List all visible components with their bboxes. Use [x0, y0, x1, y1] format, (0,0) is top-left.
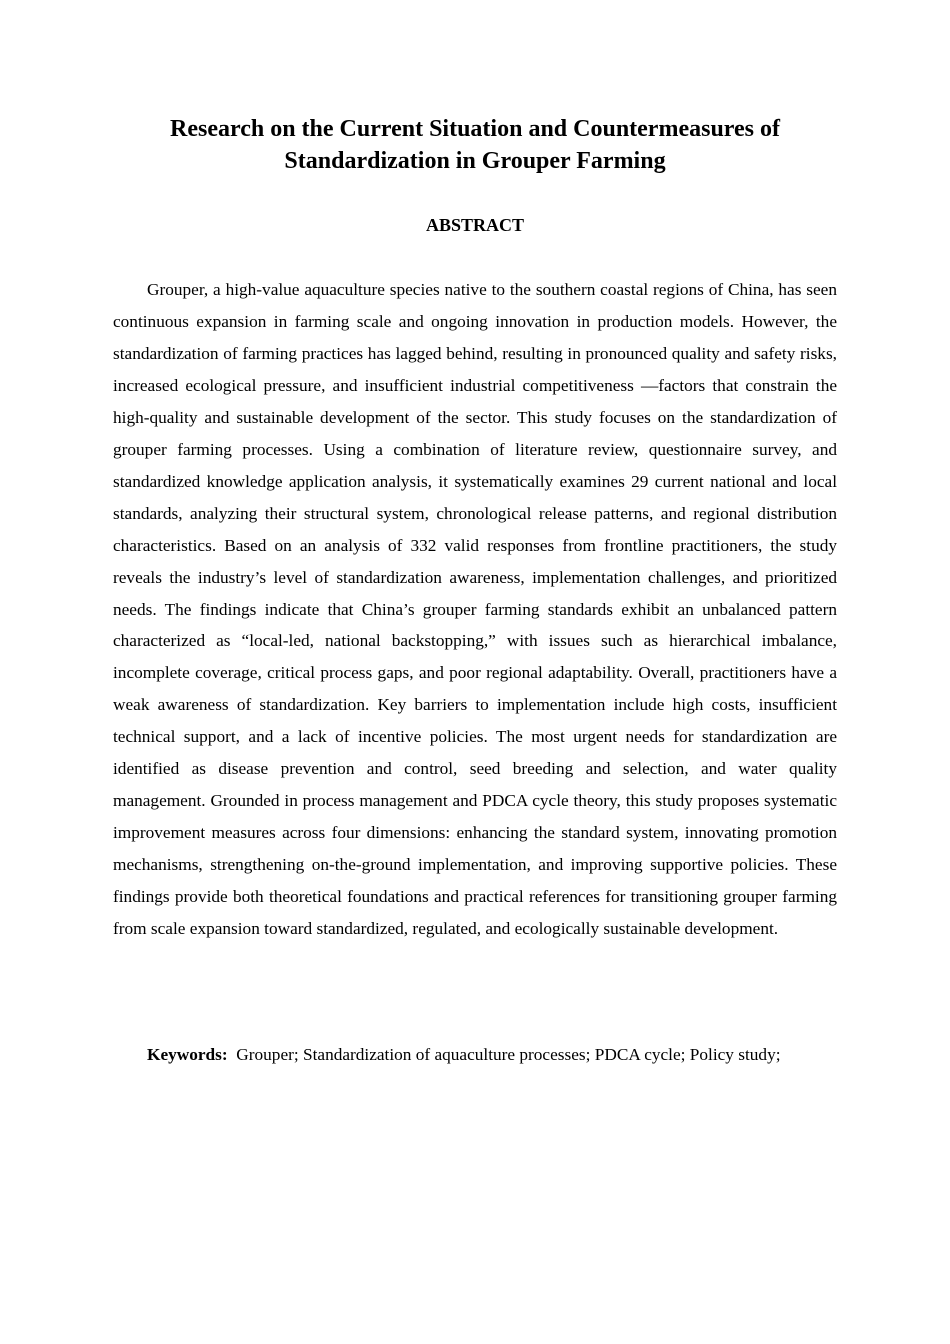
keywords-paragraph [113, 1039, 837, 1071]
abstract-body: Grouper, a high-value aquaculture species native to the southern coastal regions of China, has seen continuous expansion in farming scale and ongoing innovation in production models. However, the standardization of farming practices has lagged behind, resulting in pronounced quality and safety risks, increased ecological pressure, and insufficient industrial competitiveness —factors that constrain the high-quality and sustainable development of the sector. This study focuses on the standardization of grouper farming processes. Using a combination of literature review, questionnaire survey, and standardized knowledge application analysis, it systematically examines 29 current national and local standards, analyzing their structural system, chronological release patterns, and regional distribution characteristics. Based on an analysis of 332 valid responses from frontline practitioners, the study reveals the industry’s level of standardization awareness, implementation challenges, and prioritized needs. The findings indicate that China’s grouper farming standards exhibit an unbalanced pattern characterized as “local-led, national backstopping,” with issues such as hierarchical imbalance, incomplete coverage, critical process gaps, and poor regional adaptability. Overall, practitioners have a weak awareness of standardization. Key barriers to implementation include high costs, insufficient technical support, and a lack of incentive policies. The most urgent needs for standardization are identified as disease prevention and control, seed breeding and selection, and water quality management. Grounded in process management and PDCA cycle theory, this study proposes systematic improvement measures across four dimensions: enhancing the standard system, innovating promotion mechanisms, strengthening on-the-ground implementation, and improving supportive policies. These findings provide both theoretical foundations and practical references for transitioning grouper farming from scale expansion toward standardized, regulated, and ecologically sustainable development. [113, 280, 837, 939]
paper-title-line-1: Research on the Current Situation and Countermeasures of [170, 116, 780, 142]
paper-title [113, 113, 837, 177]
abstract-heading: ABSTRACT [425, 215, 525, 235]
keywords-label: Keywords: [147, 1045, 228, 1064]
keywords-text: Grouper; Standardization of aquaculture processes; PDCA cycle; Policy study; [236, 1045, 781, 1064]
paper-title-line-2: Standardization in Grouper Farming [284, 148, 666, 174]
